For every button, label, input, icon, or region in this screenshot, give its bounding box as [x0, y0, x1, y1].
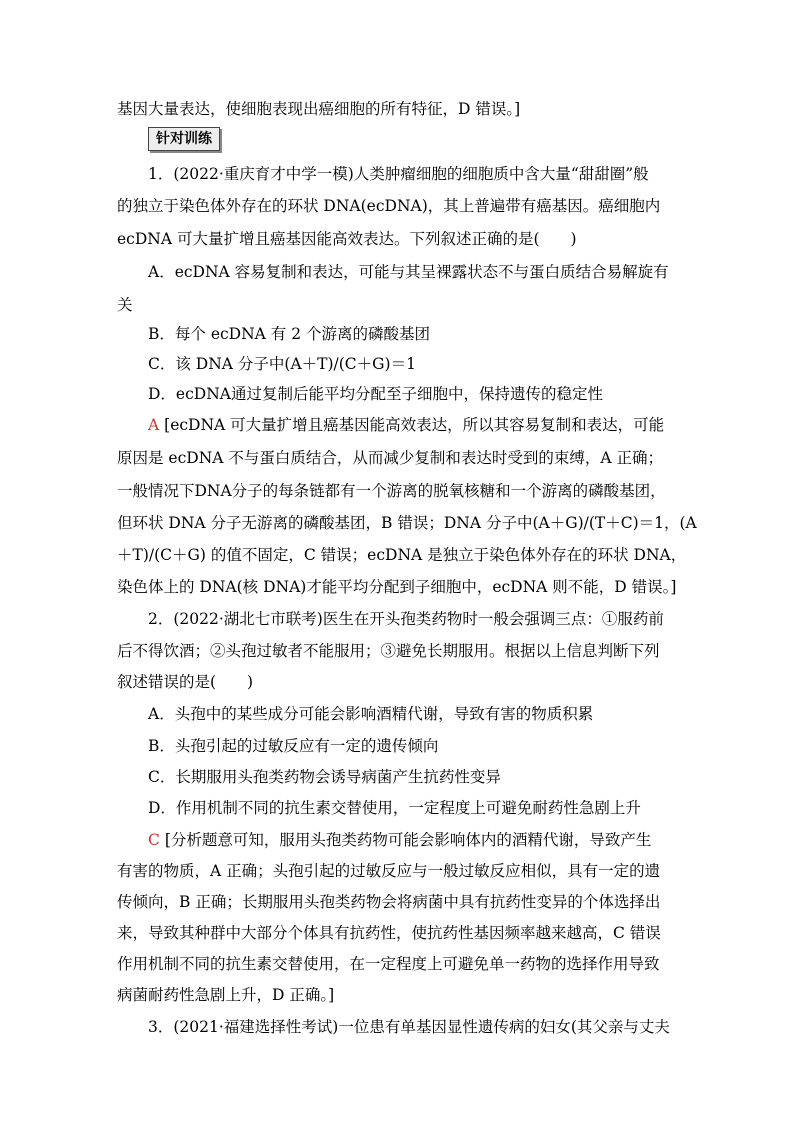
option-c: C．该 DNA 分子中(A＋T)/(C＋G)＝1 [148, 355, 416, 373]
answer-letter: A [148, 416, 160, 434]
option-a: A．ecDNA 容易复制和表达，可能与其呈裸露状态不与蛋白质结合易解旋有 [148, 263, 669, 281]
text-line: 染色体上的 DNA(核 DNA)才能平均分配到子细胞中，ecDNA 则不能，D 错误。] [117, 578, 677, 596]
text-line: 有害的物质，A 正确；头孢引起的过敏反应与一般过敏反应相似，具有一定的遗 [117, 862, 661, 880]
question-3-stem: 3．(2021·福建选择性考试)一位患有单基因显性遗传病的妇女(其父亲与丈夫 [148, 1018, 670, 1036]
text-line: 原因是 ecDNA 不与蛋白质结合，从而减少复制和表达时受到的束缚，A 正确； [117, 449, 664, 467]
option-a: A．头孢中的某些成分可能会影响酒精代谢，导致有害的物质积累 [148, 705, 594, 723]
text-line: 病菌耐药性急剧上升，D 正确。] [117, 986, 335, 1004]
option-c: C．长期服用头孢类药物会诱导病菌产生抗药性变异 [148, 768, 501, 786]
question-1-stem: 1．(2022·重庆育才中学一模)人类肿瘤细胞的细胞质中含大量“甜甜圈”般 [148, 165, 649, 183]
option-b: B．头孢引起的过敏反应有一定的遗传倾向 [148, 737, 439, 755]
text-line: 叙述错误的是( ) [117, 673, 254, 691]
text-line: 传倾向，B 正确；长期服用头孢类药物会将病菌中具有抗药性变异的个体选择出 [117, 893, 661, 911]
text-line: 后不得饮酒；②头孢过敏者不能服用；③避免长期服用。根据以上信息判断下列 [117, 642, 660, 660]
text-line: ＋T)/(C＋G) 的值不固定，C 错误；ecDNA 是独立于染色体外存在的环状 DNA， [117, 546, 687, 564]
text-line: 作用机制不同的抗生素交替使用，在一定程度上可避免单一药物的选择作用导致 [117, 955, 660, 973]
text-line: 一般情况下DNA分子的每条链都有一个游离的脱氧核糖和一个游离的磷酸基团， [117, 482, 666, 500]
option-d: D．ecDNA通过复制后能平均分配至子细胞中，保持遗传的稳定性 [148, 385, 603, 403]
option-d: D．作用机制不同的抗生素交替使用，一定程度上可避免耐药性急剧上升 [148, 799, 641, 817]
text-line: 的独立于染色体外存在的环状 DNA(ecDNA)，其上普遍带有癌基因。癌细胞内 [117, 197, 661, 215]
explanation-2: C [分析题意可知，服用头孢类药物可能会影响体内的酒精代谢，导致产生 [148, 831, 652, 849]
question-2-stem: 2．(2022·湖北七市联考)医生在开头孢类药物时一般会强调三点：①服药前 [148, 610, 664, 628]
answer-letter: C [148, 831, 160, 849]
text-line: 来，导致其种群中大部分个体具有抗药性，使抗药性基因频率越来越高，C 错误 [117, 924, 661, 942]
section-tag: 针对训练 [148, 127, 220, 151]
text-line: 但环状 DNA 分子无游离的磷酸基团，B 错误；DNA 分子中(A＋G)/(T＋C)＝1，(A [117, 514, 697, 532]
explanation-1: A [ecDNA 可大量扩增且癌基因能高效表达，所以其容易复制和表达，可能 [148, 416, 665, 434]
text-line: 基因大量表达，使细胞表现出癌细胞的所有特征，D 错误。] [117, 100, 521, 118]
text-line: ecDNA 可大量扩增且癌基因能高效表达。下列叙述正确的是( ) [117, 230, 577, 248]
option-b: B．每个 ecDNA 有 2 个游离的磷酸基团 [148, 325, 430, 343]
text-line: 关 [117, 296, 133, 314]
